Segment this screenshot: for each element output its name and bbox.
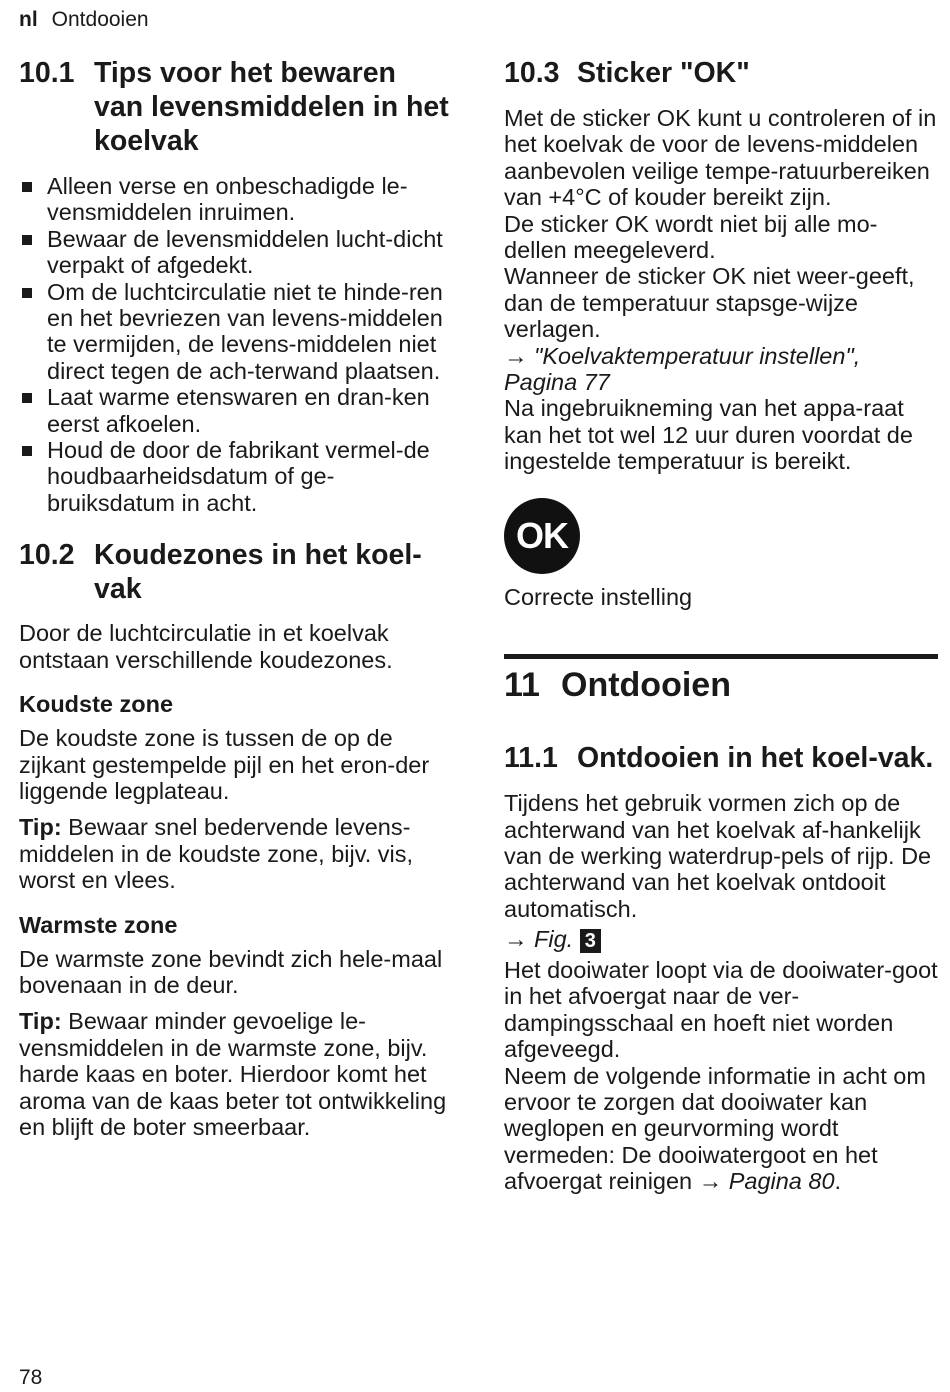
sticker-paragraph-3: Wanneer de sticker OK niet weer-geeft, dan de temperatuur stapsge-wijze verlagen. (504, 263, 915, 343)
paragraph-text: Neem de volgende informatie in acht om ervoor te zorgen dat dooiwater kan weglopen en geurvorming wordt vermeden: De dooiwatergoot en het afvoergat reinigen (504, 1062, 926, 1195)
defrost-paragraph-1: Tijdens het gebruik vormen zich op de achterwand van het koelvak af-hankelijk van de werking waterdrup-pels of rijp. De achterwand van het koelvak ontdooit automatisch. (504, 790, 932, 922)
figure-number: 3 (580, 929, 601, 953)
section-number: 10.1 (19, 57, 75, 89)
tip-text: Bewaar snel bedervende levens-middelen in de koudste zone, bijv. vis, worst en vlees. (19, 814, 414, 894)
chapter-divider (504, 654, 938, 659)
arrow-right-icon: → (698, 1168, 723, 1195)
warmest-zone-text: De warmste zone bevindt zich hele-maal bovenaan in de deur. (19, 945, 443, 998)
chapter-11-heading (504, 665, 938, 705)
page-number: 78 (19, 1366, 43, 1389)
sticker-paragraph-4: Na ingebruikneming van het appa-raat kan het tot wel 12 uur duren voordat de ingestelde temperatuur is bereikt. (504, 395, 913, 475)
tip-text: Bewaar minder gevoelige le-vensmiddelen in de warmste zone, bijv. harde kaas en boter. Hierdoor komt het aroma van de kaas beter tot ontwikkeling en blijft de boter smeerbaar. (19, 1008, 447, 1140)
running-header (19, 8, 149, 32)
section-title: Tips voor het bewaren van levensmiddelen in het koelvak (94, 57, 449, 157)
link-text: "Koelvaktemperatuur instellen", Pagina 77 (504, 342, 861, 396)
sticker-paragraph-1: Met de sticker OK kunt u controleren of in het koelvak de voor de levens-middelen aanbevolen veilige tempe-ratuurbereiken van +4°C of kouder bereikt zijn. (504, 105, 937, 211)
language-code: nl (19, 8, 38, 31)
defrost-paragraph-3 (504, 1063, 938, 1195)
list-item: Alleen verse en onbeschadigde le-vensmiddelen inruimen. (19, 173, 451, 226)
chapter-title: Ontdooien (561, 666, 731, 705)
coldest-zone-text: De koudste zone is tussen de op de zijkant gestempelde pijl en het eron-der liggende legplateau. (19, 725, 430, 804)
cold-zones-intro: Door de luchtcirculatie in et koelvak ontstaan verschillende koudezones. (19, 620, 393, 673)
chapter-number: 11 (504, 666, 540, 705)
list-item: Bewaar de levensmiddelen lucht-dicht verpakt of afgedekt. (19, 226, 451, 279)
section-number: 11.1 (504, 742, 558, 775)
section-number: 10.3 (504, 57, 560, 89)
coldest-zone-tip (19, 814, 451, 893)
warmest-zone-heading: Warmste zone (19, 911, 178, 938)
coldest-zone-heading: Koudste zone (19, 691, 174, 718)
left-column (19, 56, 451, 1140)
sentence-end: . (834, 1168, 842, 1195)
list-item: Laat warme etenswaren en dran-ken eerst afkoelen. (19, 384, 451, 437)
section-10-1-heading (19, 56, 451, 158)
warmest-zone-tip (19, 1008, 451, 1140)
figure-label: Fig. (534, 926, 574, 953)
page-80-link[interactable]: Pagina 80 (728, 1168, 835, 1195)
section-11-1-heading (504, 741, 938, 775)
tip-label: Tip: (19, 1008, 62, 1035)
figure-reference[interactable] (504, 926, 938, 953)
right-column (504, 56, 938, 1195)
list-item: Om de luchtcirculatie niet te hinde-ren en het bevriezen van levens-middelen te vermijden, de levens-middelen niet direct tegen de ach-terwand plaatsen. (19, 279, 451, 385)
section-10-2-heading (19, 538, 451, 606)
defrost-paragraph-2: Het dooiwater loopt via de dooiwater-goot in het afvoergat naar de ver-dampingsschaal en hoeft niet worden afgeveegd. (504, 956, 938, 1063)
arrow-right-icon: → (504, 342, 528, 369)
section-title: Ontdooien in het koel-vak. (577, 742, 934, 775)
section-title: Sticker "OK" (577, 57, 750, 89)
tip-label: Tip: (19, 814, 62, 841)
section-title: Koudezones in het koel-vak (94, 539, 422, 606)
storage-tips-list (19, 173, 451, 516)
section-number: 10.2 (19, 539, 75, 572)
sticker-paragraph-2: De sticker OK wordt niet bij alle mo-dellen meegeleverd. (504, 210, 878, 264)
section-10-3-heading (504, 56, 938, 90)
list-item: Houd de door de fabrikant vermel-de houdbaarheidsdatum of ge-bruiksdatum in acht. (19, 437, 451, 516)
temperature-setting-link[interactable] (504, 343, 938, 396)
ok-sticker-icon: OK (504, 498, 580, 574)
ok-sticker-caption: Correcte instelling (504, 583, 693, 610)
header-title: Ontdooien (51, 8, 149, 31)
arrow-right-icon: → (504, 926, 528, 953)
